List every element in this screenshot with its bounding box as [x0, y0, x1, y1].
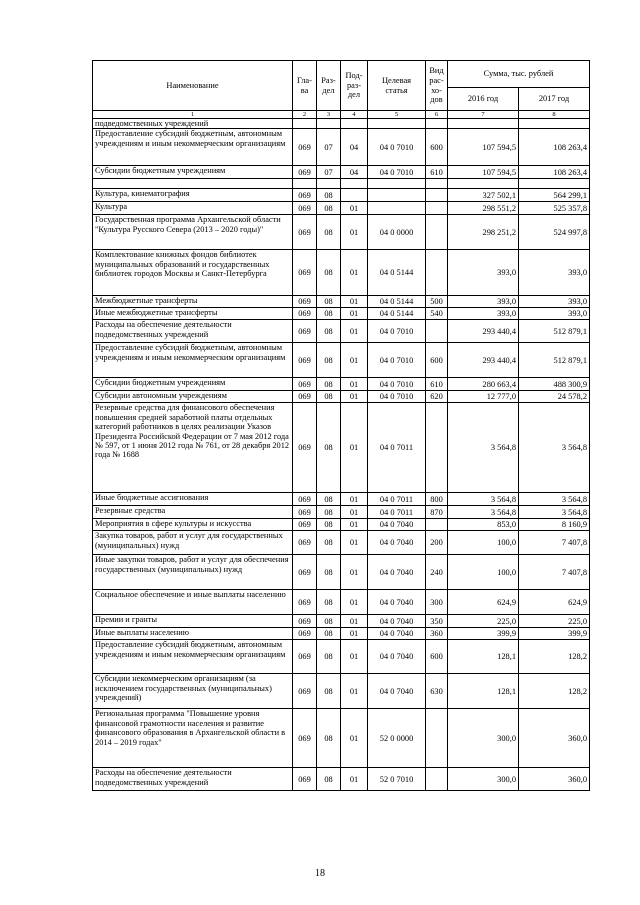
row-podrazdel: 01 — [341, 493, 368, 506]
row-name: Региональная программа "Повышение уровня финансовой грамотности населения и развитие финансового образования в Архангельской области в 2014 – 2019 годах" — [93, 709, 293, 768]
row-glava: 069 — [293, 296, 317, 308]
row-podrazdel: 01 — [341, 709, 368, 768]
row-sum-2017 — [519, 119, 590, 129]
row-sum-2017: 399,9 — [519, 628, 590, 640]
header-podrazdel: Под- раз- дел — [341, 61, 368, 111]
row-target-article: 04 0 7010 — [368, 320, 426, 343]
row-target-article — [368, 189, 426, 202]
table-row — [93, 250, 590, 296]
row-name: Культура, кинематография — [93, 189, 293, 202]
table-row — [93, 391, 590, 403]
row-target-article: 04 0 7011 — [368, 493, 426, 506]
row-razdel: 08 — [317, 308, 341, 320]
row-podrazdel: 01 — [341, 308, 368, 320]
row-name: Мероприятия в сфере культуры и искусства — [93, 519, 293, 531]
table-row — [93, 531, 590, 555]
row-sum-2016: 100,0 — [448, 531, 519, 555]
row-sum-2017: 8 160,9 — [519, 519, 590, 531]
row-glava: 069 — [293, 531, 317, 555]
column-number: 2 — [293, 111, 317, 119]
row-glava: 069 — [293, 403, 317, 493]
row-expense-type: 610 — [426, 166, 448, 179]
row-podrazdel: 01 — [341, 215, 368, 250]
row-expense-type: 240 — [426, 555, 448, 590]
row-sum-2017 — [519, 179, 590, 189]
row-name: Премии и гранты — [93, 615, 293, 628]
row-podrazdel: 01 — [341, 391, 368, 403]
row-target-article: 04 0 7011 — [368, 506, 426, 519]
row-sum-2016 — [448, 179, 519, 189]
header-row-top — [93, 61, 590, 88]
row-razdel: 08 — [317, 296, 341, 308]
row-expense-type: 360 — [426, 628, 448, 640]
row-sum-2016: 293 440,4 — [448, 343, 519, 378]
table-row — [93, 768, 590, 791]
row-expense-type: 870 — [426, 506, 448, 519]
row-sum-2016: 128,1 — [448, 640, 519, 674]
row-glava: 069 — [293, 615, 317, 628]
table-row — [93, 378, 590, 391]
row-sum-2017: 3 564,8 — [519, 506, 590, 519]
row-sum-2016 — [448, 119, 519, 129]
row-sum-2017: 488 300,9 — [519, 378, 590, 391]
row-sum-2016: 3 564,8 — [448, 493, 519, 506]
row-target-article — [368, 179, 426, 189]
table-row — [93, 709, 590, 768]
row-expense-type — [426, 119, 448, 129]
row-glava — [293, 119, 317, 129]
row-podrazdel — [341, 189, 368, 202]
row-expense-type — [426, 519, 448, 531]
row-razdel: 07 — [317, 166, 341, 179]
row-sum-2016: 107 594,5 — [448, 166, 519, 179]
row-sum-2016: 280 663,4 — [448, 378, 519, 391]
row-glava: 069 — [293, 202, 317, 215]
row-razdel: 08 — [317, 202, 341, 215]
row-razdel: 08 — [317, 215, 341, 250]
row-sum-2017: 225,0 — [519, 615, 590, 628]
row-glava: 069 — [293, 308, 317, 320]
row-expense-type: 500 — [426, 296, 448, 308]
row-expense-type: 300 — [426, 590, 448, 615]
row-razdel: 08 — [317, 628, 341, 640]
row-podrazdel: 01 — [341, 590, 368, 615]
row-sum-2017: 360,0 — [519, 709, 590, 768]
header-razdel: Раз- дел — [317, 61, 341, 111]
row-glava: 069 — [293, 674, 317, 709]
row-podrazdel: 01 — [341, 555, 368, 590]
column-number: 3 — [317, 111, 341, 119]
row-sum-2017: 128,2 — [519, 674, 590, 709]
row-target-article: 52 0 7010 — [368, 768, 426, 791]
row-sum-2016: 298 251,2 — [448, 215, 519, 250]
row-name: Резервные средства для финансового обеспечения повышения средней заработной платы отдельных категорий работников в целях реализации Указов Президента Российской Федерации от 7 мая 2012 года № 597, от 1 июня 2012 года № 761, от 28 декабря 2012 года № 1688 — [93, 403, 293, 493]
row-name: Субсидии бюджетным учреждениям — [93, 166, 293, 179]
row-glava: 069 — [293, 628, 317, 640]
row-name: Иные межбюджетные трансферты — [93, 308, 293, 320]
row-sum-2017: 7 407,8 — [519, 555, 590, 590]
row-glava — [293, 179, 317, 189]
row-glava: 069 — [293, 640, 317, 674]
row-expense-type — [426, 179, 448, 189]
row-target-article: 04 0 5144 — [368, 250, 426, 296]
row-sum-2017: 108 263,4 — [519, 129, 590, 166]
row-name: Субсидии бюджетным учреждениям — [93, 378, 293, 391]
row-razdel: 07 — [317, 129, 341, 166]
table-row — [93, 129, 590, 166]
row-podrazdel: 01 — [341, 403, 368, 493]
row-sum-2017: 525 357,8 — [519, 202, 590, 215]
row-name: Иные выплаты населению — [93, 628, 293, 640]
table-body — [93, 119, 590, 791]
row-sum-2017: 512 879,1 — [519, 320, 590, 343]
row-razdel: 08 — [317, 674, 341, 709]
table-row — [93, 590, 590, 615]
row-sum-2016: 399,9 — [448, 628, 519, 640]
row-name: Культура — [93, 202, 293, 215]
row-target-article: 04 0 7040 — [368, 531, 426, 555]
row-name: Предоставление субсидий бюджетным, автономным учреждениям и иным некоммерческим организациям — [93, 343, 293, 378]
header-sum: Сумма, тыс. рублей — [448, 61, 590, 88]
row-name: Предоставление субсидий бюджетным, автономным учреждениям и иным некоммерческим организациям — [93, 640, 293, 674]
row-glava: 069 — [293, 709, 317, 768]
table-row — [93, 493, 590, 506]
header-glava: Гла- ва — [293, 61, 317, 111]
row-podrazdel: 01 — [341, 250, 368, 296]
row-target-article: 04 0 7010 — [368, 166, 426, 179]
row-podrazdel: 01 — [341, 615, 368, 628]
row-podrazdel: 04 — [341, 166, 368, 179]
row-razdel: 08 — [317, 506, 341, 519]
row-target-article: 04 0 7010 — [368, 129, 426, 166]
row-glava: 069 — [293, 343, 317, 378]
row-target-article: 04 0 7010 — [368, 343, 426, 378]
row-sum-2017: 3 564,8 — [519, 403, 590, 493]
row-glava: 069 — [293, 320, 317, 343]
row-name: Иные бюджетные ассигнования — [93, 493, 293, 506]
row-target-article: 04 0 7011 — [368, 403, 426, 493]
row-sum-2017: 108 263,4 — [519, 166, 590, 179]
row-expense-type: 610 — [426, 378, 448, 391]
row-expense-type: 620 — [426, 391, 448, 403]
row-razdel — [317, 119, 341, 129]
column-number: 7 — [448, 111, 519, 119]
row-name: Субсидии некоммерческим организациям (за исключением государственных (муниципальных) учреждений) — [93, 674, 293, 709]
row-sum-2016: 298 551,2 — [448, 202, 519, 215]
row-target-article: 04 0 7040 — [368, 674, 426, 709]
row-glava: 069 — [293, 129, 317, 166]
row-name: Предоставление субсидий бюджетным, автономным учреждениям и иным некоммерческим организациям — [93, 129, 293, 166]
row-glava: 069 — [293, 166, 317, 179]
row-razdel: 08 — [317, 615, 341, 628]
row-podrazdel: 01 — [341, 343, 368, 378]
row-sum-2016: 300,0 — [448, 768, 519, 791]
row-podrazdel: 01 — [341, 628, 368, 640]
table-row — [93, 320, 590, 343]
table-row — [93, 555, 590, 590]
row-target-article: 04 0 0000 — [368, 215, 426, 250]
row-podrazdel — [341, 119, 368, 129]
row-target-article: 04 0 5144 — [368, 308, 426, 320]
table-row — [93, 179, 590, 189]
column-numbers-row — [93, 111, 590, 119]
row-name: Расходы на обеспечение деятельности подведомственных учреждений — [93, 768, 293, 791]
table-row — [93, 615, 590, 628]
row-podrazdel: 01 — [341, 531, 368, 555]
row-expense-type: 600 — [426, 343, 448, 378]
row-sum-2017: 393,0 — [519, 250, 590, 296]
row-sum-2017: 564 299,1 — [519, 189, 590, 202]
row-razdel: 08 — [317, 391, 341, 403]
table-row — [93, 119, 590, 129]
row-glava: 069 — [293, 590, 317, 615]
table-row — [93, 674, 590, 709]
row-glava: 069 — [293, 215, 317, 250]
row-podrazdel: 01 — [341, 296, 368, 308]
row-sum-2016: 12 777,0 — [448, 391, 519, 403]
row-razdel: 08 — [317, 555, 341, 590]
column-number: 5 — [368, 111, 426, 119]
row-sum-2017: 393,0 — [519, 296, 590, 308]
row-target-article: 04 0 7040 — [368, 640, 426, 674]
row-razdel: 08 — [317, 189, 341, 202]
header-target-article: Целевая статья — [368, 61, 426, 111]
row-razdel: 08 — [317, 493, 341, 506]
row-target-article: 04 0 7040 — [368, 555, 426, 590]
table-row — [93, 189, 590, 202]
row-podrazdel: 01 — [341, 506, 368, 519]
row-name: Иные закупки товаров, работ и услуг для обеспечения государственных (муниципальных) нужд — [93, 555, 293, 590]
row-razdel: 08 — [317, 531, 341, 555]
row-sum-2016: 3 564,8 — [448, 506, 519, 519]
row-podrazdel: 01 — [341, 768, 368, 791]
column-number: 8 — [519, 111, 590, 119]
row-podrazdel: 01 — [341, 519, 368, 531]
table-row — [93, 403, 590, 493]
row-expense-type — [426, 202, 448, 215]
row-name — [93, 179, 293, 189]
row-glava: 069 — [293, 378, 317, 391]
row-sum-2017: 512 879,1 — [519, 343, 590, 378]
row-glava: 069 — [293, 493, 317, 506]
budget-table — [92, 60, 590, 791]
row-podrazdel — [341, 179, 368, 189]
row-sum-2016: 100,0 — [448, 555, 519, 590]
row-sum-2016: 225,0 — [448, 615, 519, 628]
row-sum-2017: 7 407,8 — [519, 531, 590, 555]
row-expense-type — [426, 215, 448, 250]
row-expense-type: 800 — [426, 493, 448, 506]
row-sum-2017: 128,2 — [519, 640, 590, 674]
row-sum-2016: 393,0 — [448, 308, 519, 320]
row-razdel: 08 — [317, 403, 341, 493]
row-sum-2016: 293 440,4 — [448, 320, 519, 343]
row-sum-2017: 393,0 — [519, 308, 590, 320]
row-target-article: 04 0 7010 — [368, 391, 426, 403]
row-name: Расходы на обеспечение деятельности подведомственных учреждений — [93, 320, 293, 343]
row-expense-type — [426, 403, 448, 493]
row-expense-type: 200 — [426, 531, 448, 555]
row-razdel: 08 — [317, 590, 341, 615]
row-razdel: 08 — [317, 640, 341, 674]
row-sum-2016: 128,1 — [448, 674, 519, 709]
page-number: 18 — [315, 868, 325, 879]
row-glava: 069 — [293, 768, 317, 791]
row-razdel: 08 — [317, 320, 341, 343]
row-name: Социальное обеспечение и иные выплаты населению — [93, 590, 293, 615]
column-number: 6 — [426, 111, 448, 119]
row-sum-2016: 624,9 — [448, 590, 519, 615]
row-sum-2017: 524 997,8 — [519, 215, 590, 250]
row-glava: 069 — [293, 250, 317, 296]
row-sum-2017: 3 564,8 — [519, 493, 590, 506]
row-razdel: 08 — [317, 343, 341, 378]
row-glava: 069 — [293, 555, 317, 590]
table-row — [93, 215, 590, 250]
row-target-article: 04 0 7040 — [368, 615, 426, 628]
row-expense-type — [426, 189, 448, 202]
row-expense-type — [426, 768, 448, 791]
table-row — [93, 296, 590, 308]
row-target-article: 04 0 7040 — [368, 519, 426, 531]
row-razdel: 08 — [317, 378, 341, 391]
row-razdel: 08 — [317, 250, 341, 296]
row-sum-2016: 853,0 — [448, 519, 519, 531]
row-razdel: 08 — [317, 519, 341, 531]
row-glava: 069 — [293, 391, 317, 403]
row-expense-type: 540 — [426, 308, 448, 320]
row-sum-2016: 3 564,8 — [448, 403, 519, 493]
row-glava: 069 — [293, 519, 317, 531]
row-target-article: 04 0 7010 — [368, 378, 426, 391]
row-name: Резервные средства — [93, 506, 293, 519]
row-target-article: 04 0 7040 — [368, 590, 426, 615]
row-name: Субсидии автономным учреждениям — [93, 391, 293, 403]
row-razdel: 08 — [317, 768, 341, 791]
row-razdel — [317, 179, 341, 189]
row-expense-type: 630 — [426, 674, 448, 709]
row-sum-2017: 360,0 — [519, 768, 590, 791]
row-sum-2017: 624,9 — [519, 590, 590, 615]
table-row — [93, 506, 590, 519]
row-target-article: 04 0 5144 — [368, 296, 426, 308]
table-row — [93, 308, 590, 320]
row-podrazdel: 01 — [341, 202, 368, 215]
row-expense-type — [426, 250, 448, 296]
row-sum-2016: 300,0 — [448, 709, 519, 768]
row-name: Комплектование книжных фондов библиотек муниципальных образований и государственных библиотек городов Москвы и Санкт-Петербурга — [93, 250, 293, 296]
header-year-2017: 2017 год — [519, 88, 590, 111]
header-year-2016: 2016 год — [448, 88, 519, 111]
table-row — [93, 628, 590, 640]
row-expense-type — [426, 320, 448, 343]
column-number: 1 — [93, 111, 293, 119]
row-sum-2016: 327 502,1 — [448, 189, 519, 202]
table-row — [93, 166, 590, 179]
row-podrazdel: 04 — [341, 129, 368, 166]
row-name: подведомственных учреждений — [93, 119, 293, 129]
row-sum-2016: 107 594,5 — [448, 129, 519, 166]
row-sum-2016: 393,0 — [448, 250, 519, 296]
row-podrazdel: 01 — [341, 640, 368, 674]
row-expense-type: 350 — [426, 615, 448, 628]
header-expense-type: Вид рас- хо- дов — [426, 61, 448, 111]
row-name: Закупка товаров, работ и услуг для государственных (муниципальных) нужд — [93, 531, 293, 555]
table-row — [93, 202, 590, 215]
row-glava: 069 — [293, 189, 317, 202]
row-podrazdel: 01 — [341, 320, 368, 343]
row-target-article: 52 0 0000 — [368, 709, 426, 768]
row-name: Межбюджетные трансферты — [93, 296, 293, 308]
table-row — [93, 519, 590, 531]
row-name: Государственная программа Архангельской области "Культура Русского Севера (2013 – 2020 годы)" — [93, 215, 293, 250]
header-name: Наименование — [93, 61, 293, 111]
row-glava: 069 — [293, 506, 317, 519]
row-razdel: 08 — [317, 709, 341, 768]
row-target-article: 04 0 7040 — [368, 628, 426, 640]
row-expense-type: 600 — [426, 129, 448, 166]
table-row — [93, 640, 590, 674]
row-podrazdel: 01 — [341, 378, 368, 391]
column-number: 4 — [341, 111, 368, 119]
row-expense-type: 600 — [426, 640, 448, 674]
row-sum-2016: 393,0 — [448, 296, 519, 308]
row-target-article — [368, 119, 426, 129]
row-sum-2017: 24 578,2 — [519, 391, 590, 403]
row-expense-type — [426, 709, 448, 768]
row-target-article — [368, 202, 426, 215]
table-row — [93, 343, 590, 378]
row-podrazdel: 01 — [341, 674, 368, 709]
